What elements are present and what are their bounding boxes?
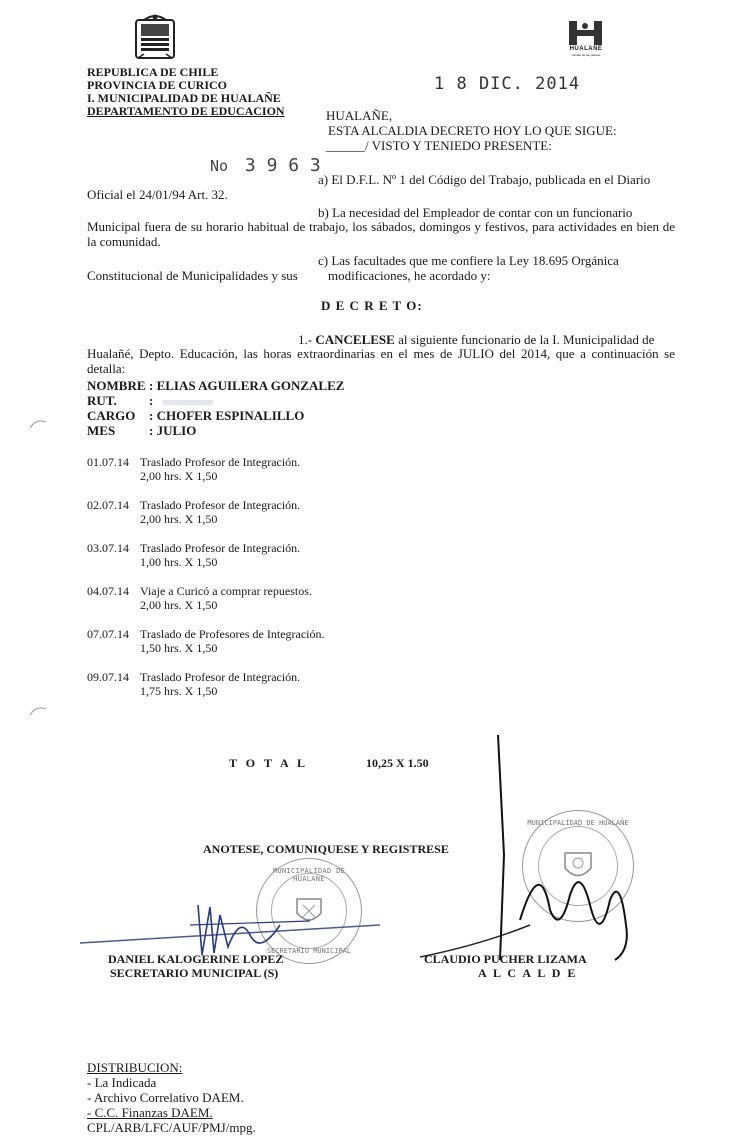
seal-right-top: MUNICIPALIDAD DE HUALAÑE xyxy=(527,819,629,827)
employee-block xyxy=(87,378,344,438)
header-province: PROVINCIA DE CURICO xyxy=(87,78,228,92)
list-item xyxy=(87,670,325,713)
secretary-title: SECRETARIO MUNICIPAL (S) xyxy=(110,966,279,980)
entry-hours: 2,00 hrs. X 1,50 xyxy=(140,598,218,612)
consider-a-right: a) El D.F.L. Nº 1 del Código del Trabajo, publicada en el Diario xyxy=(318,172,651,187)
distribution-block xyxy=(87,1060,256,1135)
total-value: 10,25 X 1.50 xyxy=(366,756,429,770)
logo-subtext: Ciudad de las palmas xyxy=(571,53,601,57)
decreto-p1-first xyxy=(298,332,654,347)
date-stamp: 1 8 DIC. 2014 xyxy=(434,74,581,94)
entry-date: 03.07.14 xyxy=(87,541,129,555)
municipality-logo xyxy=(563,20,609,60)
entry-desc: Traslado Profesor de Integración. xyxy=(140,541,301,555)
seal-left-top: MUNICIPALIDAD DE HUALAÑE xyxy=(272,867,346,883)
intro-line2: ______/ VISTO Y TENIEDO PRESENTE: xyxy=(326,138,552,153)
entry-date: 09.07.14 xyxy=(87,670,129,684)
logo-text: HUALAÑE xyxy=(569,46,603,52)
cargo-value: : CHOFER ESPINALILLO xyxy=(149,408,305,423)
header-department: DEPARTAMENTO DE EDUCACION xyxy=(87,104,285,118)
list-item xyxy=(87,455,325,498)
entry-date: 04.07.14 xyxy=(87,584,129,598)
entry-hours: 1,50 hrs. X 1,50 xyxy=(140,641,218,655)
total-label: T O T A L xyxy=(229,756,309,770)
seal-left-bottom: SECRETARIO MUNICIPAL xyxy=(266,947,352,955)
entry-hours: 1,75 hrs. X 1,50 xyxy=(140,684,218,698)
mes-label: MES xyxy=(87,423,116,438)
entry-desc: Viaje a Curicó a comprar repuestos. xyxy=(140,584,312,598)
intro-place: HUALAÑE, xyxy=(326,108,393,123)
mes-value: : JULIO xyxy=(149,423,197,438)
entry-date: 01.07.14 xyxy=(87,455,129,469)
nombre-value: : ELIAS AGUILERA GONZALEZ xyxy=(149,378,345,393)
scan-mark-icon xyxy=(28,418,48,430)
list-item xyxy=(87,627,325,670)
decreto-title: D E C R E T O: xyxy=(321,298,423,313)
decreto-item-number: 1.- xyxy=(298,332,316,347)
entry-hours: 2,00 hrs. X 1,50 xyxy=(140,512,218,526)
decreto-p1-right: al siguiente funcionario de la I. Municipalidad de xyxy=(394,332,655,347)
list-item xyxy=(87,498,325,541)
seal-shield-icon xyxy=(291,893,327,929)
number-prefix: No xyxy=(210,157,229,175)
decreto-p1-rest: Hualañé, Depto. Educación, las horas extraordinarias en el mes de JULIO del 2014, que a continuación se detalla: xyxy=(87,346,675,376)
consider-b-right: b) La necesidad del Empleador de contar con un funcionario xyxy=(318,205,633,220)
intro-block xyxy=(326,108,617,153)
nombre-label: NOMBRE xyxy=(87,378,146,393)
mayor-title: A L C A L D E xyxy=(478,966,578,980)
employee-cargo-row xyxy=(87,408,344,423)
decreto-cancelese: CANCELESE xyxy=(315,332,395,347)
employee-mes-row xyxy=(87,423,344,438)
header-republic: REPUBLICA DE CHILE xyxy=(87,65,219,79)
secretary-block xyxy=(107,952,283,980)
mayor-seal-icon xyxy=(522,810,634,922)
mayor-block xyxy=(424,952,587,980)
rut-label: RUT. xyxy=(87,393,117,408)
rut-redacted xyxy=(163,400,213,405)
list-item xyxy=(87,584,325,627)
intro-line1: ESTA ALCALDIA DECRETO HOY LO QUE SIGUE: xyxy=(328,123,617,138)
entry-hours: 1,00 hrs. X 1,50 xyxy=(140,555,218,569)
logo-h-icon xyxy=(563,20,609,46)
rut-value: : xyxy=(149,393,154,408)
consider-c-right: c) Las facultades que me confiere la Ley 18.695 Orgánica xyxy=(318,253,619,268)
distribution-initials: CPL/ARB/LFC/AUF/PMJ/mpg. xyxy=(87,1120,256,1135)
scan-mark-icon xyxy=(28,705,48,717)
cargo-label: CARGO xyxy=(87,408,136,423)
entry-date: 02.07.14 xyxy=(87,498,129,512)
decree-number-stamp xyxy=(210,155,321,176)
seal-shield-icon xyxy=(559,847,597,885)
coat-of-arms-icon xyxy=(134,14,176,60)
header-municipality: I. MUNICIPALIDAD DE HUALAÑE xyxy=(87,91,281,105)
entry-date: 07.07.14 xyxy=(87,627,129,641)
entries-list xyxy=(87,455,325,713)
consider-b-rest: Municipal fuera de su horario habitual de trabajo, los sábados, domingos y festivos, para actividades en bien de la comunidad. xyxy=(87,219,675,249)
mayor-name: CLAUDIO PUCHER LIZAMA xyxy=(424,952,587,966)
list-item xyxy=(87,541,325,584)
list-item: - La Indicada xyxy=(87,1075,157,1090)
consider-c-end: modificaciones, he acordado y: xyxy=(328,268,491,283)
entry-desc: Traslado Profesor de Integración. xyxy=(140,455,301,469)
header-block xyxy=(87,66,285,118)
employee-nombre-row xyxy=(87,378,344,393)
consider-c-left: Constitucional de Municipalidades y sus xyxy=(87,268,298,283)
secretary-name: DANIEL KALOGERINE LOPEZ xyxy=(108,952,284,966)
list-item: - Archivo Correlativo DAEM. xyxy=(87,1090,244,1105)
entry-desc: Traslado de Profesores de Integración. xyxy=(140,627,325,641)
employee-rut-row xyxy=(87,393,344,408)
consider-a-left: Oficial el 24/01/94 Art. 32. xyxy=(87,187,228,202)
entry-hours: 2,00 hrs. X 1,50 xyxy=(140,469,218,483)
list-item: - C.C. Finanzas DAEM. xyxy=(87,1105,213,1120)
secretary-seal-icon xyxy=(256,858,362,964)
closing-text: ANOTESE, COMUNIQUESE Y REGISTRESE xyxy=(203,842,449,856)
decree-number: 3 9 6 3 xyxy=(244,155,321,176)
entry-desc: Traslado Profesor de Integración. xyxy=(140,670,301,684)
entry-desc: Traslado Profesor de Integración. xyxy=(140,498,301,512)
distribution-title: DISTRIBUCION: xyxy=(87,1060,183,1075)
